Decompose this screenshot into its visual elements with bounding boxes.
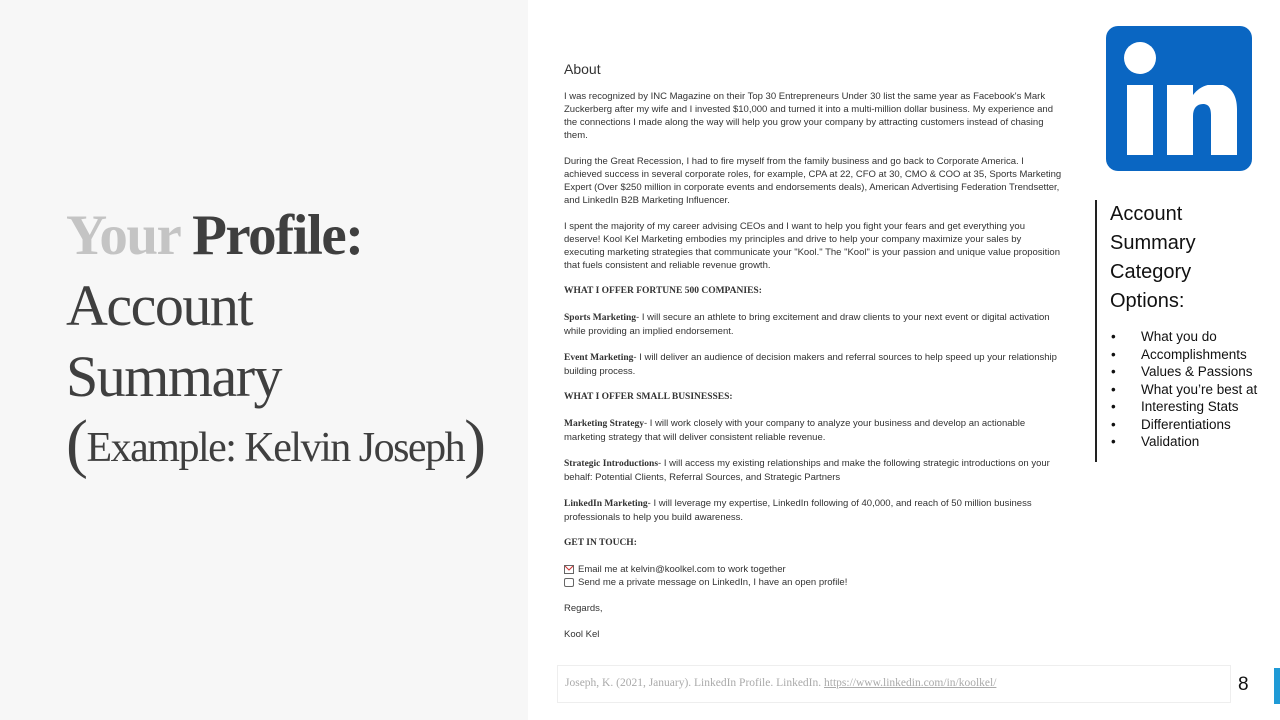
about-paragraph-3: I spent the majority of my career advising CEOs and I want to help you fight your fears and get everything you deserve! Kool Kel Marketing embodies my principles and drive to help your company maximize your sales by executing marketing strategies that communicate your "Kool." The "Kool" is your passion and unique value proposition that fuels consistent and reliable revenue growth.: [564, 221, 1060, 271]
list-item: • What you do: [1097, 328, 1265, 346]
strategic-intro-item: [564, 457, 1064, 484]
linkedin-logo-n: [1167, 85, 1237, 155]
category-options-panel: [1095, 200, 1265, 462]
intro-text: - I will access my existing relationships and make the following strategic introductions on your behalf: Potential Clients, Referral Sources, and Strategic Partners: [564, 458, 1050, 483]
list-item: • What you’re best at: [1097, 381, 1265, 399]
linkedin-marketing-item: [564, 497, 1064, 524]
email-line: [564, 563, 1064, 576]
about-heading: About: [564, 61, 601, 77]
list-item: • Differentiations: [1097, 416, 1265, 434]
strategy-text: - I will work closely with your company to analyze your business and develop an actionable marketing strategy that will deliver consistent reliable revenue.: [564, 418, 1026, 443]
list-item: • Interesting Stats: [1097, 398, 1265, 416]
about-paragraph-1: I was recognized by INC Magazine on their Top 30 Entrepreneurs Under 30 list the same year as Facebook's Mark Zuckerberg after my wife and I invested $10,000 and turned it into a multi-million dollar business. My experience and the connections I made along the way will help you grow your company by attracting customers instead of chasing them.: [564, 91, 1053, 141]
about-paragraph-2: During the Great Recession, I had to fire myself from the family business and go back to Corporate America. I achieved success in several corporate roles, for example, CPA at 22, CFO at 30, CMO & COO at 35, Sports Marketing Expert (Over $250 million in corporate events and endorsements deals), American Advertising Federation Trendsetter, and LinkedIn B2B Marketing Influencer.: [564, 156, 1062, 206]
title-account: Account: [66, 273, 252, 338]
list-item: • Validation: [1097, 433, 1265, 451]
page-number: 8: [1238, 674, 1249, 695]
message-line: [564, 576, 1064, 589]
title-line-1: [66, 202, 485, 270]
strategy-label: Marketing Strategy: [564, 419, 644, 429]
category-options-list: [1097, 328, 1265, 451]
linkedin-logo-i: [1127, 85, 1153, 155]
marketing-strategy-item: [564, 417, 1064, 444]
email-text: Email me at kelvin@koolkel.com to work together: [578, 564, 786, 575]
accent-bar: [1274, 668, 1280, 704]
title-example: [66, 407, 485, 480]
email-icon: [564, 565, 574, 574]
citation-text: Joseph, K. (2021, January). LinkedIn Profile. LinkedIn.: [565, 677, 822, 689]
title-profile: Profile:: [192, 204, 363, 267]
example-text: Example: Kelvin Joseph: [86, 425, 465, 471]
event-label: Event Marketing: [564, 353, 634, 363]
list-item: • Values & Passions: [1097, 363, 1265, 381]
sports-marketing-item: [564, 311, 1064, 338]
get-in-touch-heading: GET IN TOUCH:: [564, 538, 637, 548]
paren-close: ): [464, 407, 485, 480]
citation: [557, 665, 1231, 703]
event-marketing-item: [564, 351, 1064, 378]
slide-title: [66, 202, 485, 478]
sports-text: - I will secure an athlete to bring excitement and draw clients to your next event or digital activation while providing an implied endorsement.: [564, 312, 1050, 337]
event-text: - I will deliver an audience of decision makers and referral sources to help speed up your relationship building process.: [564, 352, 1057, 377]
list-item: • Accomplishments: [1097, 346, 1265, 364]
regards: Regards,: [564, 603, 603, 614]
title-summary: Summary: [66, 344, 282, 409]
message-icon: [564, 578, 574, 587]
linkedin-logo-icon: [1106, 26, 1252, 171]
citation-link[interactable]: https://www.linkedin.com/in/koolkel/: [824, 677, 997, 689]
sports-label: Sports Marketing: [564, 313, 637, 323]
linkedin-label: LinkedIn Marketing: [564, 499, 648, 509]
linkedin-logo-dot: [1124, 42, 1156, 74]
fortune-heading: WHAT I OFFER FORTUNE 500 COMPANIES:: [564, 286, 762, 296]
paren-open: (: [66, 407, 87, 480]
small-business-heading: WHAT I OFFER SMALL BUSINESSES:: [564, 392, 733, 402]
title-your: Your: [66, 204, 180, 267]
linkedin-text: - I will leverage my expertise, LinkedIn following of 40,000, and reach of 50 million business professionals to help you build awareness.: [564, 498, 1032, 523]
intro-label: Strategic Introductions: [564, 459, 659, 469]
signature: Kool Kel: [564, 629, 600, 640]
about-document: [564, 60, 1064, 654]
category-options-title: Account Summary Category Options:: [1110, 203, 1196, 312]
message-text: Send me a private message on LinkedIn, I have an open profile!: [578, 577, 848, 588]
